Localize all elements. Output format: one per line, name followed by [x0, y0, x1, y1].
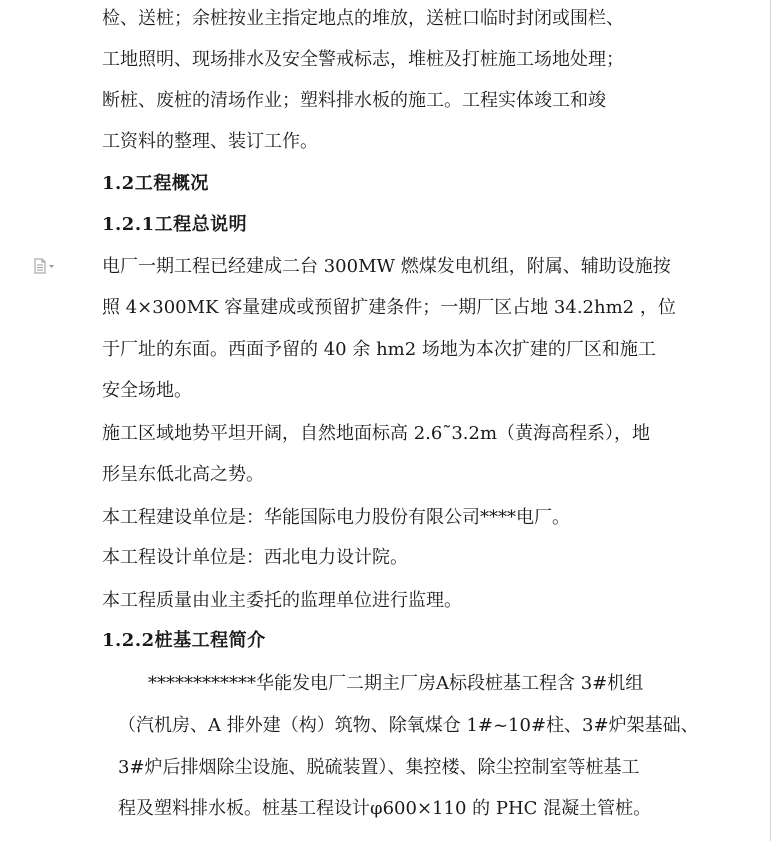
section-heading-1-2-2: 1.2.2桩基工程简介	[102, 630, 266, 651]
terrain-line: 施工区域地势平坦开阔，自然地面标高 2.6˜3.2m（黄海高程系），地	[102, 423, 651, 444]
design-unit: 本工程设计单位是：西北电力设计院。	[102, 547, 408, 568]
pile-line: ************华能发电厂二期主厂房A标段桩基工程含 3#机组	[148, 673, 644, 694]
page-edge	[770, 0, 771, 841]
general-line: 安全场地。	[102, 380, 192, 401]
terrain-line: 形呈东低北高之势。	[102, 464, 264, 485]
pile-line: （汽机房、A 排外建（构）筑物、除氧煤仓 1#~10#柱、3#炉架基础、	[118, 715, 699, 736]
intro-line: 断桩、废桩的清场作业；塑料排水板的施工。工程实体竣工和竣	[102, 90, 606, 111]
section-heading-1-2: 1.2工程概况	[102, 173, 209, 194]
intro-line: 工地照明、现场排水及安全警戒标志，堆桩及打桩施工场地处理；	[102, 49, 624, 70]
pile-line: 程及塑料排水板。桩基工程设计φ600×110 的 PHC 混凝土管桩。	[118, 798, 652, 819]
intro-line: 工资料的整理、装订工作。	[102, 131, 318, 152]
pile-line: 3#炉后排烟除尘设施、脱硫装置）、集控楼、除尘控制室等桩基工	[118, 757, 640, 778]
document-comment-icon	[33, 258, 55, 274]
general-line: 于厂址的东面。西面予留的 40 余 hm2 场地为本次扩建的厂区和施工	[102, 339, 656, 360]
intro-line: 检、送桩；余桩按业主指定地点的堆放，送桩口临时封闭或围栏、	[102, 8, 624, 29]
construction-unit: 本工程建设单位是：华能国际电力股份有限公司****电厂。	[102, 507, 570, 528]
section-heading-1-2-1: 1.2.1工程总说明	[102, 214, 248, 235]
paragraph-marker[interactable]	[33, 258, 55, 274]
general-line: 电厂一期工程已经建成二台 300MW 燃煤发电机组，附属、辅助设施按	[102, 256, 671, 277]
general-line: 照 4×300MK 容量建成或预留扩建条件；一期厂区占地 34.2hm2 ，位	[102, 297, 676, 318]
supervision-statement: 本工程质量由业主委托的监理单位进行监理。	[102, 590, 462, 611]
